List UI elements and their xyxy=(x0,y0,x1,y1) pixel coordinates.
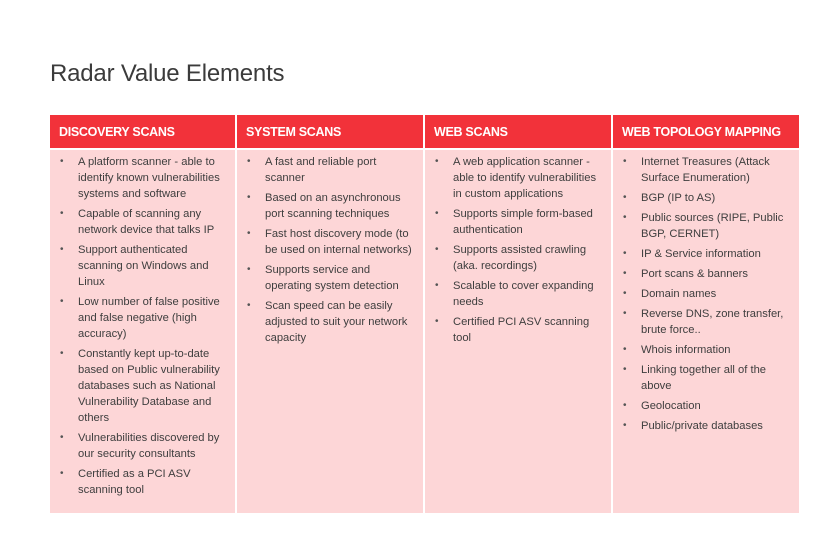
list-item-text: Fast host discovery mode (to be used on internal networks) xyxy=(265,228,412,256)
bullet-icon: • xyxy=(623,248,627,259)
column-web-topology-mapping xyxy=(613,150,799,513)
list-item-text: Internet Treasures (Attack Surface Enumeration) xyxy=(641,156,770,184)
bullet-icon: • xyxy=(60,348,64,359)
list-item xyxy=(619,362,791,394)
list-item-text: Vulnerabilities discovered by our security consultants xyxy=(78,432,220,460)
list-item xyxy=(56,466,227,498)
header-system-scans: SYSTEM SCANS xyxy=(237,115,423,148)
list-item xyxy=(56,206,227,238)
list-item-text: Scan speed can be easily adjusted to suit your network capacity xyxy=(265,300,408,344)
list-item-text: IP & Service information xyxy=(641,248,761,260)
list-item xyxy=(619,306,791,338)
list-item xyxy=(431,278,603,310)
list-item-text: Linking together all of the above xyxy=(641,364,767,392)
bullet-list xyxy=(619,154,791,434)
value-elements-table xyxy=(50,115,797,513)
list-item-text: Constantly kept up-to-date based on Public vulnerability databases such as National Vulnerability Database and others xyxy=(78,348,220,424)
bullet-icon: • xyxy=(60,156,64,167)
bullet-icon: • xyxy=(247,300,251,311)
list-item-text: Support authenticated scanning on Windows and Linux xyxy=(78,244,209,288)
bullet-icon: • xyxy=(435,316,439,327)
list-item-text: Port scans & banners xyxy=(641,268,748,280)
list-item-text: Supports assisted crawling (aka. recordings) xyxy=(453,244,587,272)
list-item xyxy=(431,242,603,274)
column-web-scans xyxy=(425,150,611,513)
list-item-text: Certified PCI ASV scanning tool xyxy=(453,316,590,344)
list-item xyxy=(243,226,415,258)
bullet-icon: • xyxy=(435,156,439,167)
list-item xyxy=(619,398,791,414)
list-item-text: Public/private databases xyxy=(641,420,763,432)
bullet-icon: • xyxy=(435,208,439,219)
bullet-icon: • xyxy=(247,228,251,239)
list-item xyxy=(56,154,227,202)
list-item xyxy=(56,346,227,426)
bullet-icon: • xyxy=(435,244,439,255)
list-item-text: A platform scanner - able to identify known vulnerabilities systems and software xyxy=(78,156,220,200)
bullet-list xyxy=(243,154,415,346)
list-item-text: Capable of scanning any network device that talks IP xyxy=(78,208,215,236)
header-web-topology-mapping: WEB TOPOLOGY MAPPING xyxy=(613,115,799,148)
list-item-text: Based on an asynchronous port scanning techniques xyxy=(265,192,401,220)
bullet-list xyxy=(431,154,603,346)
bullet-icon: • xyxy=(60,432,64,443)
bullet-icon: • xyxy=(60,244,64,255)
bullet-icon: • xyxy=(60,468,64,479)
list-item-text: Low number of false positive and false negative (high accuracy) xyxy=(78,296,220,340)
list-item xyxy=(243,154,415,186)
list-item-text: A web application scanner - able to identify vulnerabilities in custom applications xyxy=(453,156,597,200)
bullet-icon: • xyxy=(623,288,627,299)
bullet-icon: • xyxy=(247,156,251,167)
header-web-scans: WEB SCANS xyxy=(425,115,611,148)
list-item-text: Certified as a PCI ASV scanning tool xyxy=(78,468,191,496)
header-discovery-scans: DISCOVERY SCANS xyxy=(50,115,235,148)
bullet-icon: • xyxy=(623,344,627,355)
list-item-text: Public sources (RIPE, Public BGP, CERNET) xyxy=(641,212,784,240)
list-item-text: Scalable to cover expanding needs xyxy=(453,280,594,308)
bullet-icon: • xyxy=(623,268,627,279)
list-item-text: Supports service and operating system detection xyxy=(265,264,399,292)
list-item-text: Supports simple form-based authentication xyxy=(453,208,593,236)
list-item xyxy=(56,430,227,462)
bullet-icon: • xyxy=(623,212,627,223)
list-item xyxy=(619,286,791,302)
bullet-list xyxy=(56,154,227,498)
list-item xyxy=(56,294,227,342)
bullet-icon: • xyxy=(247,192,251,203)
bullet-icon: • xyxy=(435,280,439,291)
column-discovery-scans xyxy=(50,150,235,513)
bullet-icon: • xyxy=(60,208,64,219)
list-item xyxy=(243,190,415,222)
column-system-scans xyxy=(237,150,423,513)
list-item xyxy=(619,190,791,206)
list-item-text: Geolocation xyxy=(641,400,701,412)
list-item xyxy=(431,314,603,346)
list-item-text: A fast and reliable port scanner xyxy=(265,156,377,184)
list-item xyxy=(431,206,603,238)
list-item-text: BGP (IP to AS) xyxy=(641,192,716,204)
bullet-icon: • xyxy=(623,156,627,167)
list-item xyxy=(243,298,415,346)
page-title: Radar Value Elements xyxy=(50,60,285,87)
list-item-text: Reverse DNS, zone transfer, brute force.. xyxy=(641,308,784,336)
list-item xyxy=(619,342,791,358)
bullet-icon: • xyxy=(623,364,627,375)
bullet-icon: • xyxy=(623,420,627,431)
list-item xyxy=(619,246,791,262)
list-item xyxy=(619,210,791,242)
list-item xyxy=(619,418,791,434)
list-item xyxy=(56,242,227,290)
bullet-icon: • xyxy=(623,308,627,319)
list-item xyxy=(431,154,603,202)
list-item xyxy=(619,154,791,186)
bullet-icon: • xyxy=(247,264,251,275)
bullet-icon: • xyxy=(623,192,627,203)
list-item-text: Domain names xyxy=(641,288,717,300)
list-item xyxy=(619,266,791,282)
list-item xyxy=(243,262,415,294)
bullet-icon: • xyxy=(60,296,64,307)
bullet-icon: • xyxy=(623,400,627,411)
list-item-text: Whois information xyxy=(641,344,731,356)
